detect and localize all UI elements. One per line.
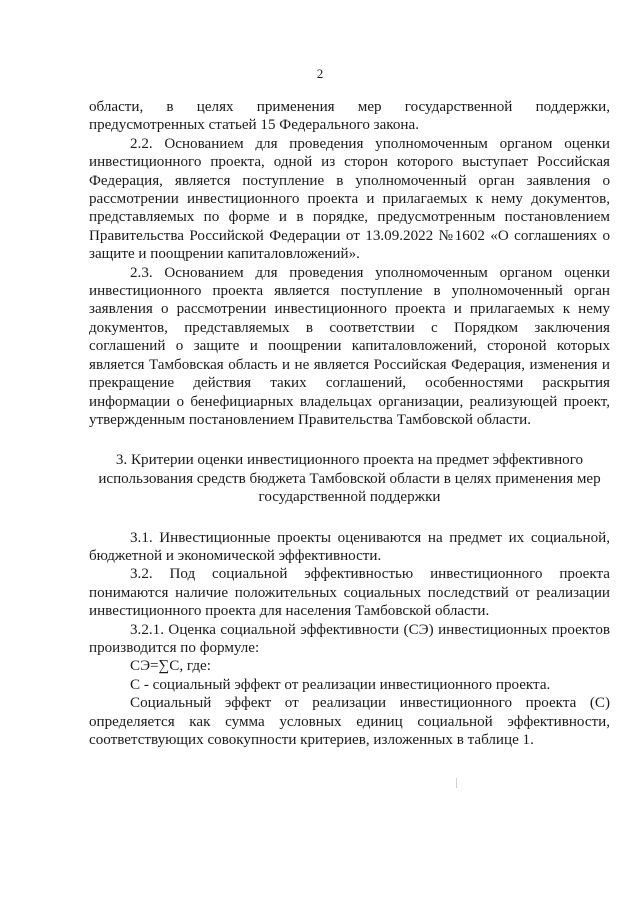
- paragraph-2-3: 2.3. Основанием для проведения уполномоченным органом оценки инвестиционного проекта является поступление в уполномоченный орган заявления о рассмотрении инвестиционного проекта и прилагаемых к нему документов, представляемых в соответствии с Порядком заключения соглашений о защите и поощрении капиталовложений, стороной которых является Тамбовская область и не является Российская Федерация, изменения и прекращение действия таких соглашений, особенностями раскрытия информации о бенефициарных владельцах организации, реализующей проект, утвержденным постановлением Правительства Тамбовской области.: [89, 264, 610, 428]
- formula-line: СЭ=∑С, где:: [130, 658, 211, 675]
- paragraph-2-2: 2.2. Основанием для проведения уполномоченным органом оценки инвестиционного проекта, одной из сторон которого выступает Российская Федерация, является поступление в уполномоченный орган заявления о рассмотрении инвестиционного проекта и прилагаемых к нему документов, представляемых по форме и в порядке, предусмотренным постановлением Правительства Российской Федерации от 13.09.2022 №1602 «О соглашениях о защите и поощрении капиталовложений».: [89, 135, 610, 263]
- page-number: 2: [316, 66, 324, 81]
- section-3-heading: 3. Критерии оценки инвестиционного проекта на предмет эффективного использования средств бюджета Тамбовской области в целях применения мер государственной поддержки: [98, 452, 601, 506]
- c-explanation: Социальный эффект от реализации инвестиционного проекта (С) определяется как сумма условных единиц социальной эффективности, соответствующих совокупности критериев, изложенных в таблице 1.: [89, 695, 610, 748]
- scan-artifact: [456, 778, 457, 788]
- paragraph-3-1: 3.1. Инвестиционные проекты оцениваются на предмет их социальной, бюджетной и экономической эффективности.: [89, 529, 610, 564]
- section-spacer: [89, 507, 610, 529]
- document-body: [89, 98, 610, 749]
- paragraph-3-2: 3.2. Под социальной эффективностью инвестиционного проекта понимаются наличие положительных социальных последствий от реализации инвестиционного проекта для населения Тамбовской области.: [89, 566, 610, 620]
- paragraph-3-2-1: 3.2.1. Оценка социальной эффективности (СЭ) инвестиционных проектов производится по формуле:: [89, 621, 610, 656]
- paragraph-continuation: области, в целях применения мер государственной поддержки, предусмотренных статьей 15 Федерального закона.: [89, 99, 610, 134]
- c-definition: С - социальный эффект от реализации инвестиционного проекта.: [130, 676, 551, 693]
